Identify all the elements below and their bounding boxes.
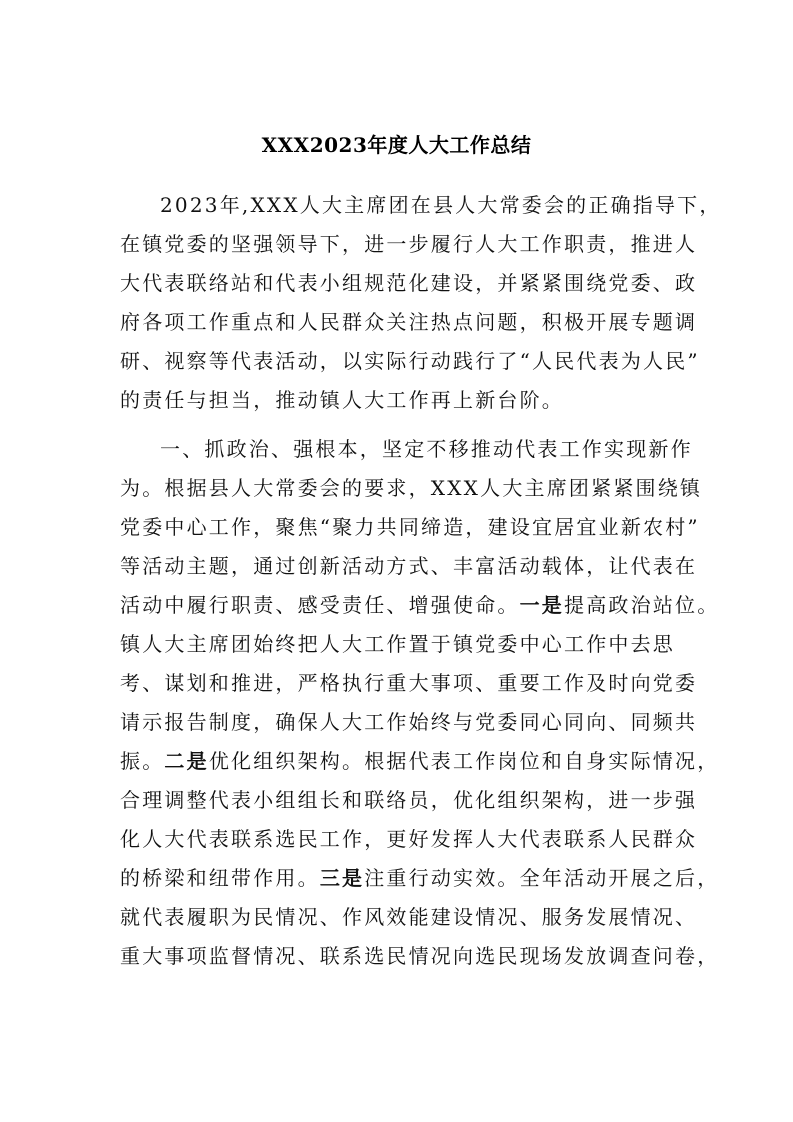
paragraph-line: 府各项工作重点和人民群众关注热点问题，积极开展专题调 bbox=[120, 310, 698, 334]
document-title: XXX2023年度人大工作总结 bbox=[261, 133, 532, 157]
emphasis-text: 一是 bbox=[519, 593, 565, 617]
paragraph-line: 为。根据县人大常委会的要求，XXX人大主席团紧紧围绕镇 bbox=[120, 476, 703, 500]
paragraph-line: 重大事项监督情况、联系选民情况向选民现场发放调查问卷， bbox=[120, 944, 720, 968]
paragraph-line: 镇人大主席团始终把人大工作置于镇党委中心工作中去思 bbox=[120, 632, 675, 656]
paragraph-line: 大代表联络站和代表小组规范化建设，并紧紧围绕党委、政 bbox=[120, 271, 698, 295]
paragraph-line: 就代表履职为民情况、作风效能建设情况、服务发展情况、 bbox=[120, 905, 698, 929]
paragraph-line: 请示报告制度，确保人大工作始终与党委同心同向、同频共 bbox=[120, 710, 698, 734]
paragraph-line: 2023年,XXX人大主席团在县人大常委会的正确指导下， bbox=[160, 193, 722, 217]
paragraph-line bbox=[120, 866, 719, 890]
paragraph-line: 考、谋划和推进，严格执行重大事项、重要工作及时向党委 bbox=[120, 671, 698, 695]
paragraph-line: 化人大代表联系选民工作，更好发挥人大代表联系人民群众 bbox=[120, 827, 698, 851]
line-text: 优化组织架构。根据代表工作岗位和自身实际情况， bbox=[208, 749, 720, 773]
line-text: 提高政治站位。 bbox=[564, 593, 720, 617]
paragraph-line: 研、视察等代表活动，以实际行动践行了“人民代表为人民” bbox=[120, 349, 700, 373]
paragraph-line bbox=[120, 593, 719, 617]
paragraph-line: 党委中心工作，聚焦“聚力共同缔造，建设宜居宜业新农村” bbox=[120, 515, 700, 539]
line-text: 的桥梁和纽带作用。 bbox=[120, 866, 320, 890]
line-text: 注重行动实效。全年活动开展之后， bbox=[364, 866, 720, 890]
emphasis-text: 三是 bbox=[319, 866, 365, 890]
paragraph-line: 一、抓政治、强根本，坚定不移推动代表工作实现新作 bbox=[160, 437, 693, 461]
line-text: 振。 bbox=[120, 749, 165, 773]
paragraph-line: 合理调整代表小组组长和联络员，优化组织架构，进一步强 bbox=[120, 788, 698, 812]
paragraph-line: 在镇党委的坚强领导下，进一步履行人大工作职责，推进人 bbox=[120, 232, 698, 256]
paragraph-line: 的责任与担当，推动镇人大工作再上新台阶。 bbox=[120, 388, 564, 412]
paragraph-line bbox=[120, 749, 719, 773]
line-text: 活动中履行职责、感受责任、增强使命。 bbox=[120, 593, 520, 617]
emphasis-text: 二是 bbox=[164, 749, 209, 773]
paragraph-line: 等活动主题，通过创新活动方式、丰富活动载体，让代表在 bbox=[120, 554, 698, 578]
